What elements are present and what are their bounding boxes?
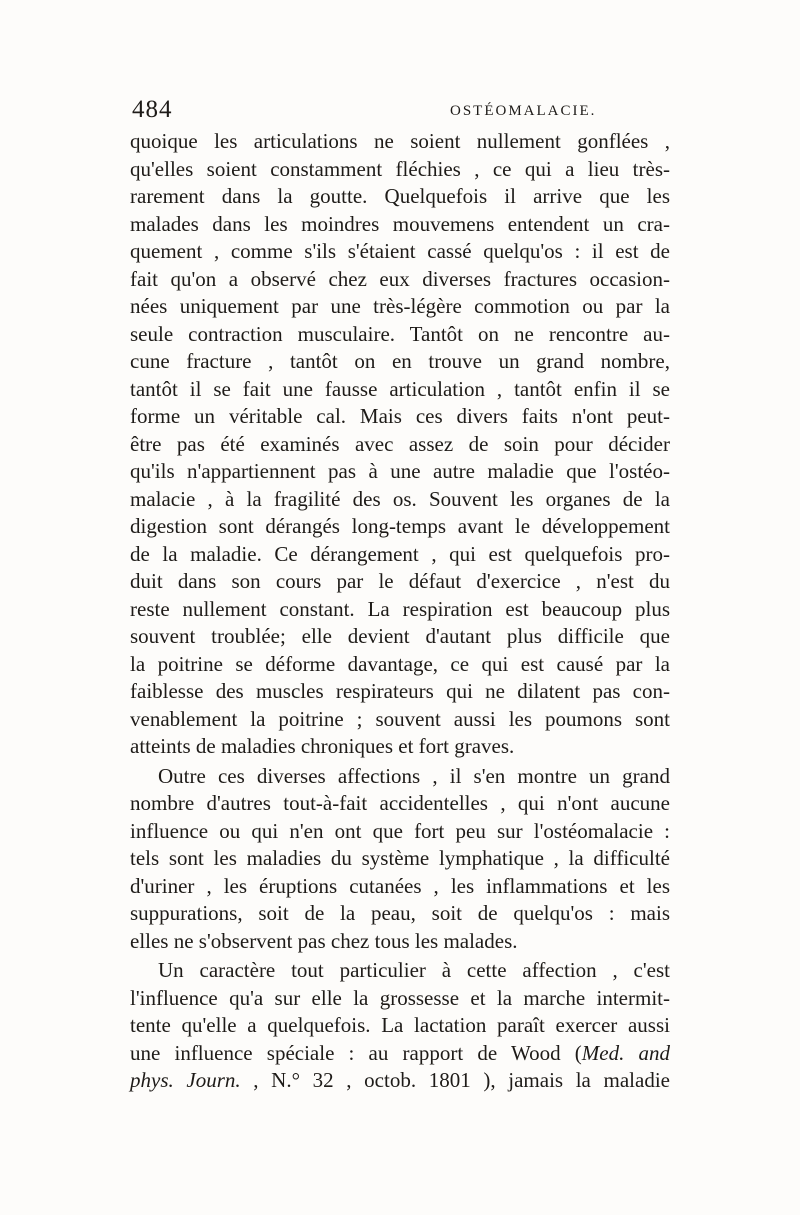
text-line: quoique les articulations ne soient nullement gonflées , — [130, 129, 670, 153]
text-line: de la maladie. Ce dérangement , qui est quelquefois pro- — [130, 541, 670, 566]
text-line: suppurations, soit de la peau, soit de quelqu'os : mais — [130, 901, 670, 925]
text-line: digestion sont dérangés long-temps avant le développement — [130, 514, 670, 538]
text-line: Outre ces diverses affections , il s'en montre un grand — [158, 763, 670, 788]
text-line: quement , comme s'ils s'étaient cassé quelqu'os : il est de — [130, 239, 670, 263]
text-line: fait qu'on a observé chez eux diverses fractures occasion- — [130, 266, 670, 291]
text-line: la poitrine se déforme davantage, ce qui est causé par la — [130, 651, 670, 676]
body-text — [130, 128, 670, 1095]
text-line: reste nullement constant. La respiration est beaucoup plus — [130, 596, 670, 621]
page-header — [130, 96, 670, 126]
text-line: malacie , à la fragilité des os. Souvent les organes de la — [130, 486, 670, 511]
text-line: venablement la poitrine ; souvent aussi les poumons sont — [130, 706, 670, 731]
text-line: atteints de maladies chroniques et fort graves. — [130, 734, 515, 758]
text-line: l'influence qu'a sur elle la grossesse et la marche intermit- — [130, 985, 670, 1010]
text-line: seule contraction musculaire. Tantôt on ne rencontre au- — [130, 321, 670, 346]
citation-title: Med. and — [581, 1040, 670, 1065]
text-line: qu'ils n'appartiennent pas à une autre maladie que l'ostéo- — [130, 459, 670, 483]
text-line: forme un véritable cal. Mais ces divers faits n'ont peut- — [130, 404, 670, 428]
page-number: 484 — [132, 96, 173, 123]
text-line: Un caractère tout particulier à cette affection , c'est — [158, 958, 670, 982]
text-line: d'uriner , les éruptions cutanées , les inflammations et les — [130, 873, 670, 898]
text-line: tente qu'elle a quelquefois. La lactation paraît exercer aussi — [130, 1013, 670, 1037]
text-line: malades dans les moindres mouvemens entendent un cra- — [130, 211, 670, 236]
text-line — [130, 1040, 670, 1068]
text-line: nombre d'autres tout-à-fait accidentelles , qui n'ont aucune — [130, 791, 670, 815]
text-line: nées uniquement par une très-légère commotion ou par la — [130, 294, 670, 318]
text-line: qu'elles soient constamment fléchies , ce qui a lieu très- — [130, 156, 670, 181]
text-line: tantôt il se fait une fausse articulation , tantôt enfin il se — [130, 376, 670, 401]
text-line — [130, 1067, 670, 1095]
running-title: OSTÉOMALACIE. — [450, 103, 597, 119]
citation-title: phys. Journ. — [130, 1068, 241, 1092]
text-line: elles ne s'observent pas chez tous les malades. — [130, 928, 518, 953]
text-line: souvent troublée; elle devient d'autant plus difficile que — [130, 624, 670, 648]
citation-rest: , N.° 32 , octob. 1801 ), jamais la maladie — [240, 1068, 670, 1092]
text-line: faiblesse des muscles respirateurs qui ne dilatent pas con- — [130, 679, 670, 703]
text-line: duit dans son cours par le défaut d'exercice , n'est du — [130, 569, 670, 593]
text-line: cune fracture , tantôt on en trouve un grand nombre, — [130, 349, 670, 373]
text-line: rarement dans la goutte. Quelquefois il arrive que les — [130, 184, 670, 208]
text-line: influence ou qui n'en ont que fort peu sur l'ostéomalacie : — [130, 818, 670, 843]
text-line: être pas été examinés avec assez de soin pour décider — [130, 431, 670, 456]
text-fragment: une influence spéciale : au rapport de Wood ( — [130, 1040, 582, 1065]
text-line: tels sont les maladies du système lymphatique , la difficulté — [130, 846, 670, 870]
